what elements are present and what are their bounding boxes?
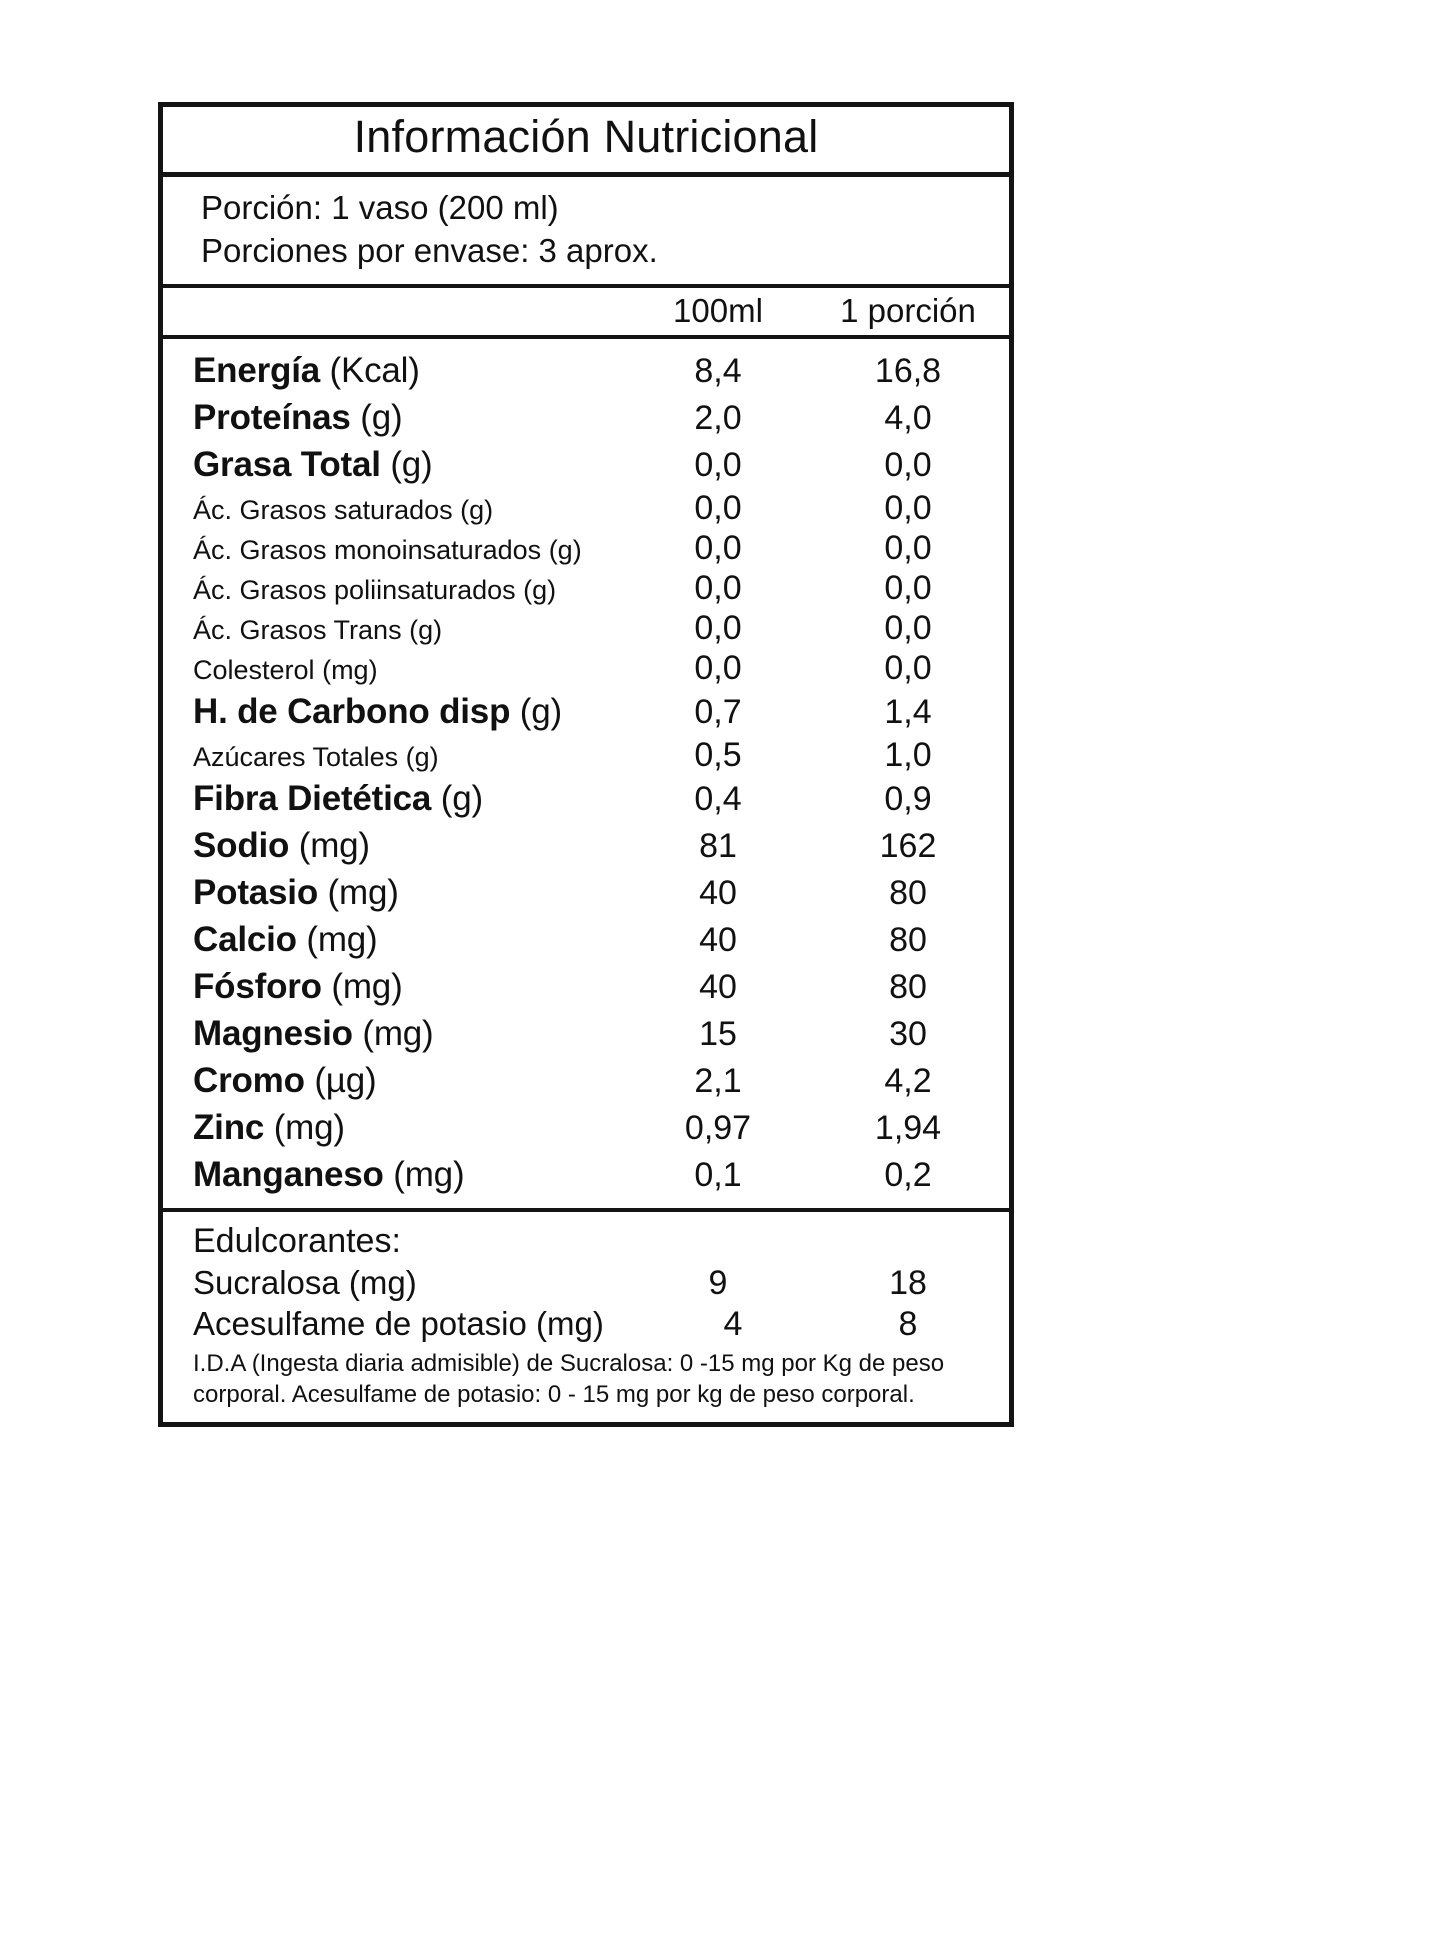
nutrient-value-100ml: 0,0 [694, 609, 742, 648]
nutrient-row [163, 608, 1009, 648]
nutrient-row [163, 1151, 1009, 1198]
nutrient-unit: (mg) [322, 655, 378, 686]
sweeteners-rows [163, 1263, 1009, 1345]
nutrient-unit: (mg) [327, 873, 399, 913]
nutrient-row [163, 735, 1009, 775]
nutrition-label-panel [158, 102, 1014, 1427]
nutrient-label: Sodio [193, 826, 290, 866]
nutrient-label: Ác. Grasos saturados [193, 495, 453, 526]
nutrient-value-portion: 80 [889, 968, 927, 1007]
nutrient-name [163, 495, 623, 526]
nutrient-unit: (mg) [273, 1108, 345, 1148]
nutrient-value-portion: 80 [889, 921, 927, 960]
nutrient-label: Cromo [193, 1061, 305, 1101]
column-header-band [163, 288, 1009, 339]
nutrient-unit: (mg) [362, 1014, 434, 1054]
nutrient-value-100ml: 15 [699, 1015, 737, 1054]
nutrient-label: Ác. Grasos monoinsaturados [193, 535, 542, 566]
nutrient-row [163, 1104, 1009, 1151]
nutrient-unit: (g) [390, 445, 433, 485]
nutrient-unit: (g) [519, 692, 562, 732]
sweetener-value-100ml: 4 [723, 1305, 743, 1344]
nutrient-row [163, 648, 1009, 688]
nutrient-row [163, 347, 1009, 394]
nutrient-unit: (mg) [331, 967, 403, 1007]
nutrient-value-portion: 0,0 [884, 609, 932, 648]
nutrient-value-portion: 0,9 [884, 780, 932, 819]
nutrient-label: Calcio [193, 920, 297, 960]
nutrient-unit: (mg) [298, 826, 370, 866]
nutrient-row [163, 488, 1009, 528]
serving-portion: Porción: 1 vaso (200 ml) [201, 189, 559, 227]
nutrient-label: Fósforo [193, 967, 322, 1007]
nutrient-value-100ml: 0,0 [694, 446, 742, 485]
nutrient-value-100ml: 81 [699, 827, 737, 866]
nutrient-value-portion: 1,94 [874, 1109, 942, 1148]
nutrient-value-portion: 0,0 [884, 446, 932, 485]
page-title: Información Nutricional [353, 111, 819, 162]
column-header-row [163, 292, 1009, 330]
nutrient-unit: (g) [360, 398, 403, 438]
nutrient-unit: (mg) [393, 1155, 465, 1195]
sweetener-value-portion: 18 [889, 1264, 927, 1303]
nutrient-value-portion: 1,0 [884, 736, 932, 775]
nutrient-value-100ml: 0,0 [694, 489, 742, 528]
nutrient-value-portion: 0,0 [884, 489, 932, 528]
nutrient-unit: (g) [460, 495, 494, 526]
sweetener-value-portion: 8 [898, 1305, 918, 1344]
nutrient-name [163, 1061, 623, 1101]
sweetener-name: Sucralosa (mg) [193, 1264, 417, 1302]
nutrient-row [163, 568, 1009, 608]
nutrient-value-100ml: 0,97 [684, 1109, 752, 1148]
nutrient-row [163, 688, 1009, 735]
nutrient-unit: (g) [523, 575, 557, 606]
nutrient-name [163, 655, 623, 686]
nutrient-label: Proteínas [193, 398, 351, 438]
nutrient-value-portion: 0,0 [884, 529, 932, 568]
nutrient-unit: (g) [405, 742, 439, 773]
nutrient-label: Ác. Grasos Trans [193, 615, 402, 646]
nutrient-unit: (g) [409, 615, 443, 646]
nutrient-value-portion: 30 [889, 1015, 927, 1054]
nutrient-label: H. de Carbono disp [193, 692, 511, 732]
nutrient-row [163, 528, 1009, 568]
nutrient-value-portion: 1,4 [884, 693, 932, 732]
nutrient-name [163, 615, 623, 646]
nutrient-value-portion: 162 [879, 827, 937, 866]
nutrient-value-portion: 4,0 [884, 399, 932, 438]
nutrient-name [163, 1155, 623, 1195]
nutrient-name [163, 535, 623, 566]
sweetener-name: Acesulfame de potasio (mg) [193, 1305, 604, 1343]
nutrient-table [163, 339, 1009, 1212]
nutrient-label: Magnesio [193, 1014, 353, 1054]
nutrient-row [163, 1057, 1009, 1104]
nutrient-label: Potasio [193, 873, 319, 913]
nutrient-value-100ml: 2,1 [694, 1062, 742, 1101]
nutrient-value-100ml: 8,4 [694, 352, 742, 391]
sweetener-row [163, 1263, 1009, 1304]
column-header-100ml: 100ml [673, 292, 763, 330]
nutrient-value-portion: 16,8 [874, 352, 942, 391]
serving-info-band [163, 177, 1009, 288]
nutrient-row [163, 822, 1009, 869]
nutrient-name [163, 920, 623, 960]
nutrient-row [163, 775, 1009, 822]
nutrient-value-portion: 4,2 [884, 1062, 932, 1101]
nutrient-name [163, 445, 623, 485]
nutrient-name [163, 575, 623, 606]
nutrient-value-portion: 0,2 [884, 1156, 932, 1195]
nutrient-unit: (g) [548, 535, 582, 566]
nutrient-label: Grasa Total [193, 445, 381, 485]
nutrient-value-100ml: 0,0 [694, 569, 742, 608]
nutrient-label: Ác. Grasos poliinsaturados [193, 575, 516, 606]
nutrient-name [163, 967, 623, 1007]
nutrient-name [163, 1014, 623, 1054]
nutrient-row [163, 916, 1009, 963]
serving-per-container: Porciones por envase: 3 aprox. [201, 232, 658, 270]
ida-footnote: I.D.A (Ingesta diaria admisible) de Sucralosa: 0 -15 mg por Kg de peso corporal. Acesulfame de potasio: 0 - 15 mg por kg de peso corporal. [193, 1350, 945, 1408]
nutrient-value-portion: 0,0 [884, 649, 932, 688]
nutrient-value-100ml: 40 [699, 874, 737, 913]
nutrient-row [163, 963, 1009, 1010]
nutrient-value-portion: 80 [889, 874, 927, 913]
nutrient-value-portion: 0,0 [884, 569, 932, 608]
nutrient-label: Fibra Dietética [193, 779, 432, 819]
nutrient-name [163, 1108, 623, 1148]
nutrient-label: Azúcares Totales [193, 742, 399, 773]
nutrient-value-100ml: 0,1 [694, 1156, 742, 1195]
nutrient-name [163, 873, 623, 913]
nutrient-name [163, 351, 623, 391]
label-title-band [163, 107, 1009, 177]
nutrient-row [163, 1010, 1009, 1057]
nutrient-label: Colesterol [193, 655, 315, 686]
sweeteners-section [163, 1212, 1009, 1422]
nutrient-label: Energía [193, 351, 320, 391]
nutrient-row [163, 869, 1009, 916]
nutrient-name [163, 742, 623, 773]
nutrient-unit: (g) [440, 779, 483, 819]
nutrient-value-100ml: 0,4 [694, 780, 742, 819]
sweeteners-heading: Edulcorantes: [193, 1222, 401, 1261]
nutrient-value-100ml: 0,0 [694, 529, 742, 568]
nutrient-unit: (mg) [306, 920, 378, 960]
nutrient-value-100ml: 40 [699, 921, 737, 960]
nutrient-name [163, 692, 623, 732]
nutrient-name [163, 826, 623, 866]
nutrient-value-100ml: 40 [699, 968, 737, 1007]
column-header-portion: 1 porción [840, 292, 976, 330]
sweetener-row [163, 1304, 1009, 1345]
nutrient-value-100ml: 0,5 [694, 736, 742, 775]
nutrient-label: Zinc [193, 1108, 265, 1148]
nutrient-unit: (Kcal) [329, 351, 420, 391]
nutrient-row [163, 394, 1009, 441]
nutrient-value-100ml: 0,0 [694, 649, 742, 688]
sweetener-value-100ml: 9 [708, 1264, 728, 1303]
nutrient-name [163, 398, 623, 438]
nutrient-value-100ml: 2,0 [694, 399, 742, 438]
nutrient-value-100ml: 0,7 [694, 693, 742, 732]
nutrient-name [163, 779, 623, 819]
nutrient-row [163, 441, 1009, 488]
nutrient-unit: (µg) [314, 1061, 377, 1101]
nutrient-label: Manganeso [193, 1155, 384, 1195]
